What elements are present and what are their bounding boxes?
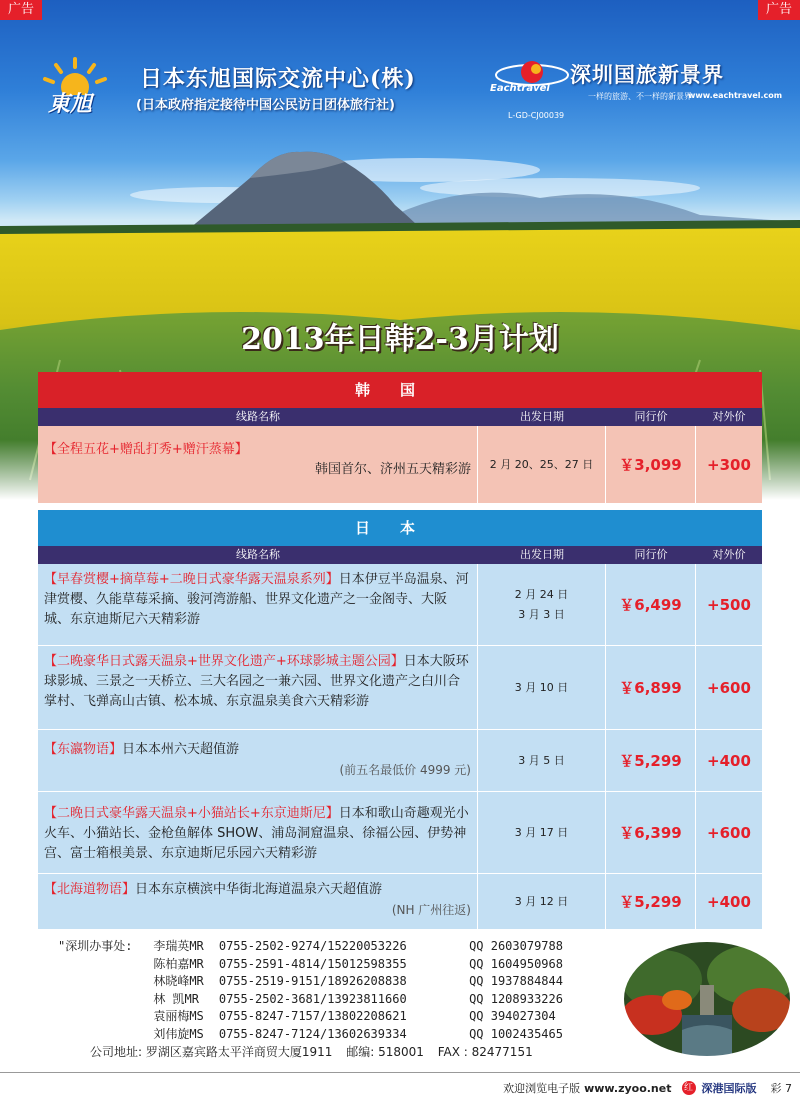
date-value: 2 月 24 日 [514, 587, 569, 601]
route-highlight: 【二晚日式豪华露天温泉+小猫站长+东京迪斯尼】 [44, 806, 339, 821]
org-name: 日本东旭国际交流中心(株) [140, 66, 416, 92]
contact-phone: 0755-2502-3681/13923811660 [218, 991, 407, 1006]
route-desc: 日本伊豆半岛温泉、河津赏樱、久能草莓采摘、骏河湾游船、世界文化遗产之一金阁寺、大阪城、东京迪斯尼六天精彩游 [44, 572, 469, 627]
date-cell [478, 646, 606, 729]
contact-row [58, 991, 618, 1009]
contact-name: 李瑞英MR [153, 939, 204, 953]
route-desc: 日本大阪环球影城、三景之一天桥立、三大名园之一兼六园、世界文化遗产之白川合掌村、飞弹高山古镇、松本城、东京温泉美食六天精彩游 [44, 654, 469, 709]
col-route: 线路名称 [236, 410, 280, 423]
contact-name: 陈柏嘉MR [153, 956, 204, 971]
route-highlight: 【全程五花+赠乱打秀+赠汗蒸幕】 [44, 442, 248, 457]
page-title: 2013年日韩2-3月计划 [241, 322, 559, 357]
contact-qq: QQ 1937884844 [469, 974, 563, 988]
peer-price-cell: ￥5,299 [606, 874, 696, 929]
korea-section-header: 韩国 [38, 372, 762, 408]
contact-name: 刘伟旋MS [153, 1026, 204, 1041]
garden-photo [622, 940, 792, 1058]
route-desc: 日本东京横滨中华街北海道温泉六天超值游 [135, 882, 383, 897]
route-cell [38, 874, 478, 929]
contact-phone: 0755-2591-4814/15012598355 [218, 956, 407, 971]
contact-qq: QQ 1604950968 [469, 956, 563, 971]
partner-name: 深圳国旅新景界 [570, 63, 724, 87]
retail-price-cell: +300 [707, 455, 751, 474]
office-label: "深圳办事处: [58, 939, 133, 953]
japan-section-header: 日本 [38, 510, 762, 546]
dongxu-logo [40, 55, 130, 115]
col-date: 出发日期 [520, 410, 564, 423]
col-retail-price: 对外价 [712, 548, 746, 561]
korea-column-header [38, 408, 762, 426]
contact-row [58, 1026, 618, 1044]
route-highlight: 【东瀛物语】 [44, 742, 123, 757]
contact-name: 林晓峰MR [153, 974, 204, 988]
footer [503, 1080, 792, 1096]
contact-phone: 0755-8247-7157/13802208621 [218, 1009, 407, 1023]
route-highlight: 【二晚豪华日式露天温泉+世界文化遗产+环球影城主题公园】 [44, 654, 404, 669]
route-desc: 韩国首尔、济州五天精彩游 [314, 462, 471, 477]
footer-divider [0, 1072, 800, 1073]
route-note: (NH 广州往返) [391, 903, 471, 917]
contact-name: 林 凯MR [153, 991, 199, 1006]
route-cell [38, 730, 478, 791]
page-number: 彩 7 [770, 1082, 792, 1095]
route-cell [38, 426, 478, 503]
peer-price-cell: ￥5,299 [606, 730, 696, 791]
japan-column-header [38, 546, 762, 564]
table-row [38, 730, 762, 792]
contact-row [58, 973, 618, 991]
contact-phone: 0755-8247-7124/13602639334 [218, 1026, 407, 1041]
col-date: 出发日期 [520, 548, 564, 561]
travel-plan-table [38, 372, 762, 930]
date-value: 3 月 12 日 [514, 894, 569, 908]
ad-tag-right: 广告 [758, 0, 800, 20]
contact-row [58, 956, 618, 974]
footer-edition: 深港国际版 [701, 1082, 757, 1095]
org-subtitle: (日本政府指定接待中国公民访日团体旅行社) [136, 98, 395, 113]
contact-row [58, 1008, 618, 1026]
date-cell [478, 426, 606, 503]
route-desc: 日本本州六天超值游 [122, 742, 240, 757]
table-row [38, 646, 762, 730]
eachtravel-logo [488, 55, 783, 125]
table-row [38, 874, 762, 930]
col-retail-price: 对外价 [712, 410, 746, 423]
retail-price-cell: +500 [707, 595, 751, 614]
company-address-line [90, 1043, 543, 1060]
contact-qq: QQ 2603079788 [469, 939, 563, 953]
company-postcode: 邮编: 518001 [346, 1045, 424, 1059]
peer-price-cell: ￥6,899 [606, 646, 696, 729]
contact-list [58, 938, 618, 1043]
retail-price-cell: +600 [707, 678, 751, 697]
table-row [38, 792, 762, 874]
date-value: 2 月 20、25、27 日 [489, 457, 594, 471]
dongxu-logo-text: 東旭 [48, 92, 93, 117]
footer-welcome: 欢迎浏览电子版 [503, 1082, 581, 1095]
edition-badge: 红 [682, 1081, 696, 1095]
route-cell [38, 646, 478, 729]
contact-phone: 0755-2519-9151/18926208838 [218, 974, 407, 988]
date-cell [478, 874, 606, 929]
contact-phone: 0755-2502-9274/15220053226 [218, 939, 407, 953]
contact-qq: QQ 394027304 [469, 1009, 556, 1023]
route-highlight: 【早春赏樱+摘草莓+二晚日式豪华露天温泉系列】 [44, 572, 339, 587]
contact-qq: QQ 1002435465 [469, 1026, 563, 1041]
col-route: 线路名称 [236, 548, 280, 561]
retail-price-cell: +400 [707, 892, 751, 911]
partner-website: www.eachtravel.com [688, 91, 783, 100]
date-cell [478, 564, 606, 645]
partner-tagline: 一样的旅游、不一样的新景界 [588, 92, 692, 101]
peer-price-cell: ￥6,399 [606, 792, 696, 873]
retail-price-cell: +600 [707, 823, 751, 842]
peer-price-cell: ￥3,099 [606, 426, 696, 503]
route-note: (前五名最低价 4999 元) [339, 763, 471, 777]
route-highlight: 【北海道物语】 [44, 882, 136, 897]
date-value: 3 月 3 日 [518, 607, 565, 621]
footer-site[interactable]: www.zyoo.net [584, 1081, 672, 1095]
peer-price-cell: ￥6,499 [606, 564, 696, 645]
ad-tag-left: 广告 [0, 0, 42, 20]
col-peer-price: 同行价 [634, 548, 668, 561]
contact-row [58, 938, 618, 956]
table-row [38, 564, 762, 646]
table-row [38, 426, 762, 504]
col-peer-price: 同行价 [634, 410, 668, 423]
retail-price-cell: +400 [707, 751, 751, 770]
company-address: 公司地址: 罗湖区嘉宾路太平洋商贸大厦1911 [90, 1045, 333, 1059]
company-fax: FAX : 82477151 [437, 1045, 533, 1059]
partner-license: L-GD-CJ00039 [508, 111, 565, 120]
partner-brand: Eachtravel [490, 83, 550, 94]
route-cell [38, 564, 478, 645]
date-value: 3 月 17 日 [514, 825, 569, 839]
date-cell [478, 730, 606, 791]
route-cell [38, 792, 478, 873]
date-value: 3 月 5 日 [518, 753, 565, 767]
date-cell [478, 792, 606, 873]
date-value: 3 月 10 日 [514, 680, 569, 694]
contact-name: 袁丽梅MS [153, 1009, 204, 1023]
contact-qq: QQ 1208933226 [469, 991, 563, 1006]
route-desc: 日本和歌山奇趣观光小火车、小猫站长、金枪鱼解体 SHOW、浦岛洞窟温泉、徐福公园、伊势神宫、富士箱根美景、东京迪斯尼乐园六天精彩游 [44, 806, 469, 861]
